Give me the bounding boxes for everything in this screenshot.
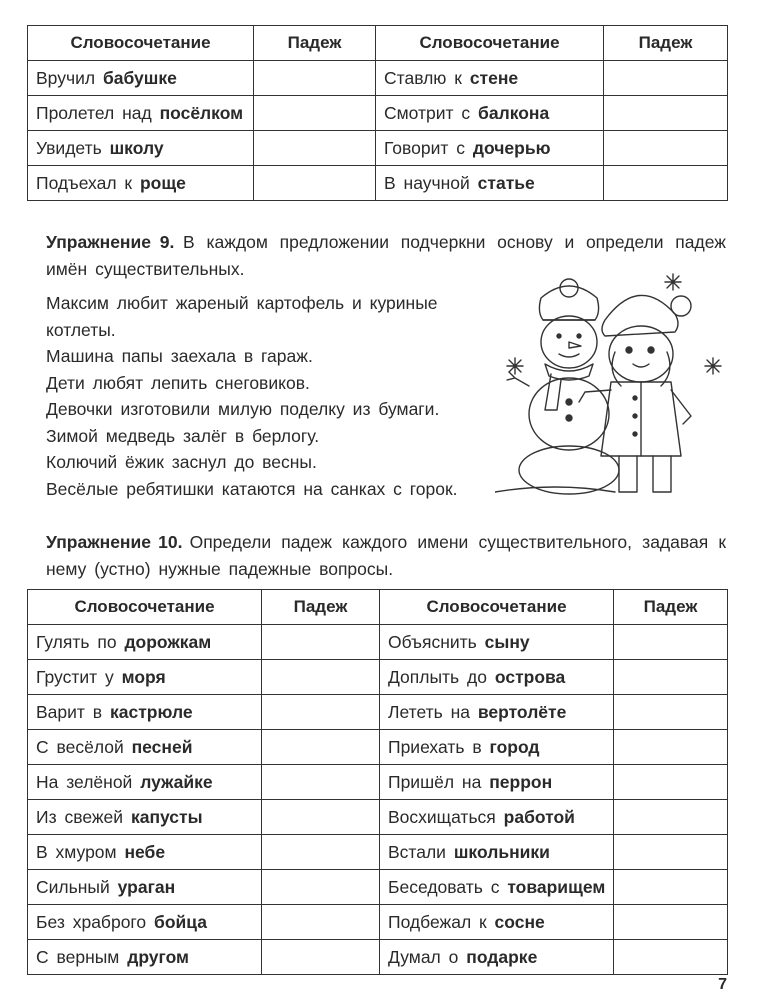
header-case: Падеж [254,26,376,61]
phrase-text: Восхищаться [388,806,496,827]
phrase-text: Пролетел над [36,102,152,123]
noun-bold: острова [494,666,566,687]
phrase-cell [380,695,614,730]
phrase-cell [380,660,614,695]
phrase-cell [28,695,262,730]
noun-bold: товарищем [507,876,606,897]
noun-bold: вертолёте [477,701,567,722]
header-case: Падеж [614,590,728,625]
sentence: Колючий ёжик заснул до весны. [46,452,317,472]
table-row [28,870,728,905]
case-answer-cell[interactable] [262,905,380,940]
noun-bold: бабушке [102,67,177,88]
case-answer-cell[interactable] [262,870,380,905]
case-answer-cell[interactable] [614,940,728,975]
case-answer-cell[interactable] [604,61,728,96]
case-answer-cell[interactable] [604,96,728,131]
phrase-text: Встали [388,841,446,862]
noun-bold: работой [503,806,575,827]
phrase-cell [380,800,614,835]
snowman-and-child-illustration [495,266,735,502]
noun-bold: дорожкам [124,631,212,652]
case-answer-cell[interactable] [262,765,380,800]
header-phrase: Словосочетание [28,26,254,61]
phrase-text: Увидеть [36,137,102,158]
phrase-text: Говорит с [384,137,466,158]
phrase-cell [380,905,614,940]
table-header-row [28,26,728,61]
phrase-cell [376,166,604,201]
case-answer-cell[interactable] [614,765,728,800]
table-row [28,765,728,800]
phrase-text: Смотрит с [384,102,471,123]
case-answer-cell[interactable] [262,625,380,660]
phrase-cell [380,870,614,905]
noun-bold: кастрюле [109,701,193,722]
noun-bold: школу [109,137,164,158]
exercise-10-label: Упражнение 10. [46,532,183,552]
case-answer-cell[interactable] [614,870,728,905]
noun-bold: сыну [484,631,530,652]
noun-bold: школьники [453,841,550,862]
case-answer-cell[interactable] [262,940,380,975]
phrase-cell [28,61,254,96]
sentence: Дети любят лепить снеговиков. [46,372,310,393]
phrase-cell [28,96,254,131]
exercise-9-label: Упражнение 9. [46,232,175,252]
case-answer-cell[interactable] [614,660,728,695]
phrase-cell [28,131,254,166]
case-answer-cell[interactable] [614,695,728,730]
case-answer-cell[interactable] [614,905,728,940]
noun-bold: дочерью [472,137,551,158]
phrase-text: Объяснить [388,631,477,652]
noun-bold: капусты [130,806,203,827]
phrase-text: Лететь на [388,701,470,722]
phrase-text: Из свежей [36,806,124,827]
phrase-text: Ставлю к [384,67,462,88]
case-answer-cell[interactable] [254,61,376,96]
case-answer-cell[interactable] [254,96,376,131]
phrase-cell [380,730,614,765]
table-row [28,166,728,201]
phrase-cell [28,660,262,695]
table-row [28,730,728,765]
phrase-cell [28,625,262,660]
phrase-text: Приехать в [388,736,482,757]
table-row [28,131,728,166]
case-answer-cell[interactable] [614,835,728,870]
phrase-text: Подъехал к [36,172,133,193]
sentence: Весёлые ребятишки катаются на санках с горок. [46,478,458,499]
exercise-9-sentences [46,290,496,502]
table-row [28,835,728,870]
phrase-text: В научной [384,172,470,193]
phrase-text: С верным [36,946,120,967]
phrase-cell [28,730,262,765]
phrase-cell [28,800,262,835]
table-header-row [28,590,728,625]
phrase-cell [380,625,614,660]
phrase-text: Беседовать с [388,876,500,897]
sentence: Девочки изготовили милую поделку из бумаги. [46,399,440,419]
phrase-cell [28,940,262,975]
case-answer-cell[interactable] [614,625,728,660]
noun-bold: перрон [489,771,553,792]
case-answer-cell[interactable] [262,695,380,730]
noun-bold: статье [477,172,535,193]
table-exercise-8 [27,25,728,201]
phrase-cell [380,835,614,870]
case-answer-cell[interactable] [254,131,376,166]
phrase-cell [380,765,614,800]
case-answer-cell[interactable] [262,835,380,870]
noun-bold: сосне [494,911,545,932]
header-phrase: Словосочетание [380,590,614,625]
child-figure [579,295,691,492]
case-answer-cell[interactable] [262,800,380,835]
table-row [28,61,728,96]
phrase-text: Без храброго [36,911,147,932]
snowflake-icon [665,274,681,290]
case-answer-cell[interactable] [254,166,376,201]
table-row [28,695,728,730]
case-answer-cell[interactable] [262,660,380,695]
header-case: Падеж [262,590,380,625]
case-answer-cell[interactable] [614,730,728,765]
phrase-text: Подбежал к [388,911,487,932]
noun-bold: подарке [466,946,538,967]
phrase-text: С весёлой [36,736,124,757]
phrase-cell [28,870,262,905]
phrase-cell [376,131,604,166]
phrase-cell [376,61,604,96]
phrase-cell [28,765,262,800]
phrase-text: Доплыть до [388,666,487,687]
phrase-text: Пришёл на [388,771,482,792]
phrase-text: Варит в [36,701,103,722]
phrase-cell [28,905,262,940]
noun-bold: балкона [478,102,550,123]
page-number: 7 [718,976,727,993]
phrase-text: Грустит у [36,666,114,687]
sentence: Машина папы заехала в гараж. [46,346,313,366]
noun-bold: моря [121,666,166,687]
table-exercise-10 [27,589,728,975]
noun-bold: посёлком [159,102,244,123]
noun-bold: небе [124,841,166,862]
case-answer-cell[interactable] [262,730,380,765]
snowflake-icon [705,358,721,374]
table-row [28,800,728,835]
phrase-cell [28,835,262,870]
phrase-cell [28,166,254,201]
noun-bold: бойца [154,911,207,932]
noun-bold: другом [127,946,189,967]
header-case: Падеж [604,26,728,61]
noun-bold: ураган [117,876,176,897]
table-row [28,625,728,660]
table-row [28,940,728,975]
noun-bold: город [489,736,540,757]
case-answer-cell[interactable] [614,800,728,835]
snowman-figure [495,279,619,494]
case-answer-cell[interactable] [604,166,728,201]
phrase-text: Думал о [388,946,459,967]
case-answer-cell[interactable] [604,131,728,166]
header-phrase: Словосочетание [376,26,604,61]
table-row [28,660,728,695]
exercise-10-text: Определи падеж каждого имени существительного, задавая к нему (устно) нужные падежные вопросы. [46,532,726,579]
table-row [28,905,728,940]
noun-bold: роще [139,172,186,193]
phrase-text: Сильный [36,876,110,897]
table-row [28,96,728,131]
sentence: Зимой медведь залёг в берлогу. [46,425,320,446]
noun-bold: лужайке [140,771,213,792]
sentence: Максим любит жареный картофель и куриные котлеты. [46,293,438,340]
exercise-9-text: В каждом предложении подчеркни основу и определи падеж имён существительных. [46,232,726,279]
phrase-text: Вручил [36,67,96,88]
exercise-10-instructions [46,529,726,583]
phrase-text: В хмуром [36,841,117,862]
noun-bold: стене [469,67,519,88]
phrase-text: Гулять по [36,631,117,652]
phrase-cell [380,940,614,975]
phrase-text: На зелёной [36,771,133,792]
phrase-cell [376,96,604,131]
header-phrase: Словосочетание [28,590,262,625]
noun-bold: песней [131,736,193,757]
